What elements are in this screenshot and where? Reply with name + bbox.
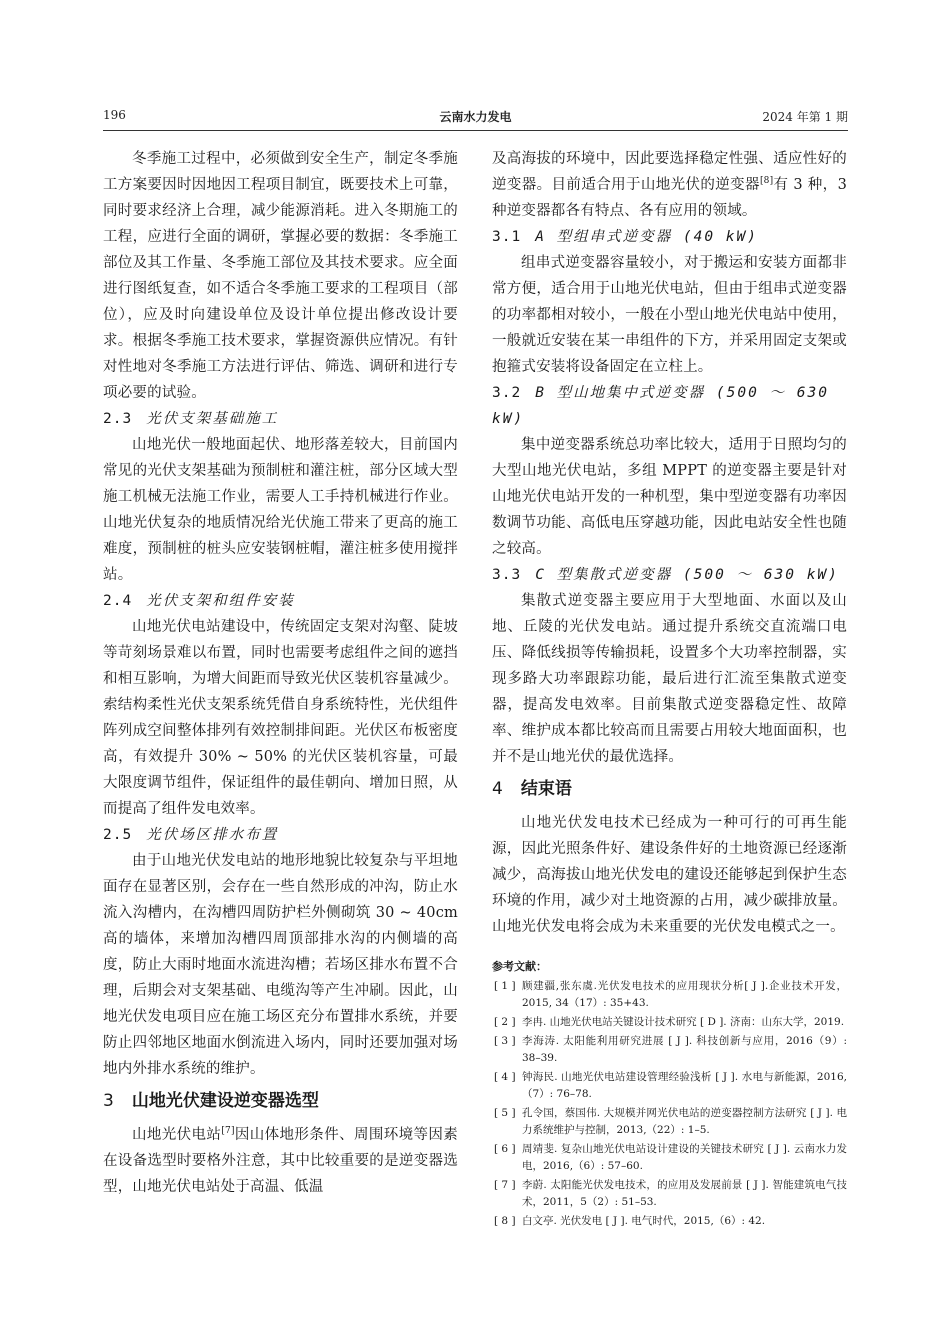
paragraph-3-3: 集散式逆变器主要应用于大型地面、水面以及山地、丘陵的光伏发电站。通过提升系统交直流端口电压、降低线损等传输损耗，设置多个大功率控制器，实现多路大功率跟踪功能，最后进行汇流至集散式逆变器，提高发电效率。目前集散式逆变器稳定性、故障率、维护成本都比较高而且需要占用较大地面面积，也并不是山地光伏的最优选择。 (492, 593, 847, 765)
section-title: C 型集散式逆变器 (500 ～ 630 kW) (535, 567, 839, 583)
paragraph-3-2: 集中逆变器系统总功率比较大，适用于日照均匀的大型山地光伏电站，多组 MPPT 的逆变器主要是针对山地光伏电站开发的一种机型，集中型逆变器有功率因数调节功能、高低电压穿越功能，因此电站安全性也随之较高。 (492, 437, 847, 557)
reference-item (492, 1213, 847, 1230)
reference-text: 李海涛. 太阳能利用研究进展 [ J ]. 科技创新与应用，2016（9）: 38–39. (522, 1035, 847, 1064)
reference-text: 顾建疆,张东虞.光伏发电技术的应用现状分析[ J ].企业技术开发，2015, 34（17）: 35+43. (522, 980, 847, 1009)
section-title: B 型山地集中式逆变器 (500 ～ 630 kW) (492, 385, 829, 427)
section-number: 2.3 (103, 411, 133, 427)
reference-item (492, 1069, 847, 1103)
page-number: 196 (103, 108, 126, 122)
paragraph-3 (103, 1122, 458, 1200)
section-title: 山地光伏建设逆变器选型 (131, 1091, 319, 1111)
section-number: 2.4 (103, 593, 133, 609)
reference-index: [ 2 ] (494, 1016, 516, 1028)
reference-text: 李冉. 山地光伏电站关键设计技术研究 [ D ]. 济南：山东大学，2019. (522, 1016, 845, 1028)
paragraph-2-3: 山地光伏一般地面起伏、地形落差较大，目前国内常见的光伏支架基础为预制桩和灌注桩，部分区域大型施工机械无法施工作业，需要人工手持机械进行作业。山地光伏复杂的地质情况给光伏施工带来了更高的施工难度，预制桩的桩头应安装钢桩帽，灌注桩多使用搅拌站。 (103, 437, 458, 583)
section-number: 3.1 (492, 229, 522, 245)
section-title: 光伏支架和组件安装 (146, 593, 295, 609)
paragraph-3-text-b: 因山体地形条件、周围环境等因素在设备选型时要格外注意，其中比较重要的是逆变器选型，山地光伏电站处于高温、低温 (103, 1127, 458, 1195)
section-number: 3.2 (492, 385, 522, 401)
paragraph-3-1: 组串式逆变器容量较小，对于搬运和安装方面都非常方便，适合用于山地光伏电站，但由于组串式逆变器的功率都相对较小，一般在小型山地光伏电站中使用，一般就近安装在某一串组件的下方，并采用固定支架或抱箍式安装将设备固定在立柱上。 (492, 255, 847, 375)
header-rule (103, 130, 848, 131)
section-2-5-heading (103, 822, 458, 848)
citation-8: [8] (759, 176, 774, 187)
reference-item (492, 1014, 847, 1031)
reference-index: [ 8 ] (494, 1215, 516, 1227)
section-3-3-heading (492, 562, 847, 588)
reference-index: [ 1 ] (494, 980, 516, 992)
section-number: 3 (103, 1091, 114, 1111)
section-3-1-heading (492, 224, 847, 250)
section-2-4-heading (103, 588, 458, 614)
right-column (492, 146, 847, 1232)
reference-text: 钟海民. 山地光伏电站建设管理经验浅析 [ J ]. 水电与新能源，2016,（7）: 76–78. (522, 1071, 847, 1100)
section-number: 2.5 (103, 827, 133, 843)
reference-index: [ 6 ] (494, 1143, 516, 1155)
reference-text: 周靖斐. 复杂山地光伏电站设计建设的关键技术研究 [ J ]. 云南水力发电，2016,（6）: 57–60. (522, 1143, 847, 1172)
section-3-heading (103, 1086, 458, 1116)
section-3-2-heading (492, 380, 847, 432)
reference-index: [ 4 ] (494, 1071, 516, 1083)
references-title: 参考文献： (492, 960, 547, 973)
reference-index: [ 5 ] (494, 1107, 516, 1119)
section-title: 光伏支架基础施工 (146, 411, 279, 427)
paragraph-winter: 冬季施工过程中，必须做到安全生产，制定冬季施工方案要因时因地因工程项目制宜，既要技术上可靠，同时要求经济上合理，减少能源消耗。进入冬期施工的工程，应进行全面的调研，掌握必要的数据：冬季施工部位及其工作量、冬季施工部位及其技术要求。应全面进行图纸复查，如不适合冬季施工要求的工程项目（部位），应及时向建设单位及设计单位提出修改设计要求。根据冬季施工技术要求，掌握资源供应情况。有针对性地对冬季施工方法进行评估、筛选、调研和进行专项必要的试验。 (103, 151, 458, 401)
section-title: A 型组串式逆变器 (40 kW) (535, 229, 758, 245)
paragraph-3-continued (492, 146, 847, 224)
journal-name: 云南水力发电 (439, 110, 512, 124)
reference-item (492, 1177, 847, 1211)
section-title: 光伏场区排水布置 (146, 827, 279, 843)
references (492, 958, 847, 1230)
paragraph-4: 山地光伏发电技术已经成为一种可行的可再生能源，因此光照条件好、建设条件好的土地资源已经逐渐减少，高海拔山地光伏发电的建设还能够起到保护生态环境的作用，减少对土地资源的占用，减少碳排放量。山地光伏发电将会成为未来重要的光伏发电模式之一。 (492, 815, 847, 935)
paragraph-3-cont-b: 有 3 种，3 种逆变器都各有特点、各有应用的领域。 (492, 177, 847, 219)
paragraph-2-5: 由于山地光伏发电站的地形地貌比较复杂与平坦地面存在显著区别，会存在一些自然形成的冲沟，防止水流入沟槽内，在沟槽四周防护栏外侧砌筑 30 ~ 40cm 高的墙体，来增加沟槽四周顶部排水沟的内侧墙的高度，防止大雨时地面水流进沟槽；若场区排水布置不合理，后期会对支架基础、电缆沟等产生冲刷。因此，山地光伏发电项目应在施工场区充分布置排水系统，并要防止四邻地区地面水倒流进入场内，同时还要加强对场地内外排水系统的维护。 (103, 853, 458, 1077)
section-4-heading (492, 774, 847, 804)
reference-text: 孔令国，蔡国伟. 大规模并网光伏电站的逆变器控制方法研究 [ J ]. 电力系统维护与控制，2013,（22）: 1–5. (522, 1107, 847, 1136)
reference-item (492, 1105, 847, 1139)
paragraph-3-text-a: 山地光伏电站 (132, 1127, 222, 1143)
section-number: 4 (492, 779, 503, 799)
citation-7: [7] (221, 1126, 235, 1137)
paragraph-3-cont-a: 及高海拔的环境中，因此要选择稳定性强、适应性好的逆变器。目前适合用于山地光伏的逆变器 (492, 151, 847, 193)
reference-item (492, 1033, 847, 1067)
section-2-3-heading (103, 406, 458, 432)
reference-index: [ 3 ] (494, 1035, 516, 1047)
reference-item (492, 1141, 847, 1175)
issue-label: 2024 年第 1 期 (762, 110, 848, 124)
paragraph-2-4: 山地光伏电站建设中，传统固定支架对沟壑、陡坡等苛刻场景难以布置，同时也需要考虑组件之间的遮挡和相互影响，为增大间距而导致光伏区装机容量减少。索结构柔性光伏支架系统凭借自身系统特性，光伏组件阵列成空间整体排列有效控制排间距。光伏区布板密度高，有效提升 30% ~ 50% 的光伏区装机容量，可最大限度调节组件，保证组件的最佳朝向、增加日照，从而提高了组件发电效率。 (103, 619, 458, 817)
reference-text: 白文亭. 光伏发电 [ J ]. 电气时代，2015,（6）: 42. (522, 1215, 766, 1227)
section-number: 3.3 (492, 567, 522, 583)
reference-item (492, 978, 847, 1012)
left-column (103, 146, 458, 1200)
reference-index: [ 7 ] (494, 1179, 516, 1191)
page-header (103, 108, 848, 130)
reference-text: 李蔚. 太阳能光伏发电技术，的应用及发展前景 [ J ]. 智能建筑电气技术，2011，5（2）: 51–53. (522, 1179, 847, 1208)
section-title: 结束语 (520, 779, 572, 799)
